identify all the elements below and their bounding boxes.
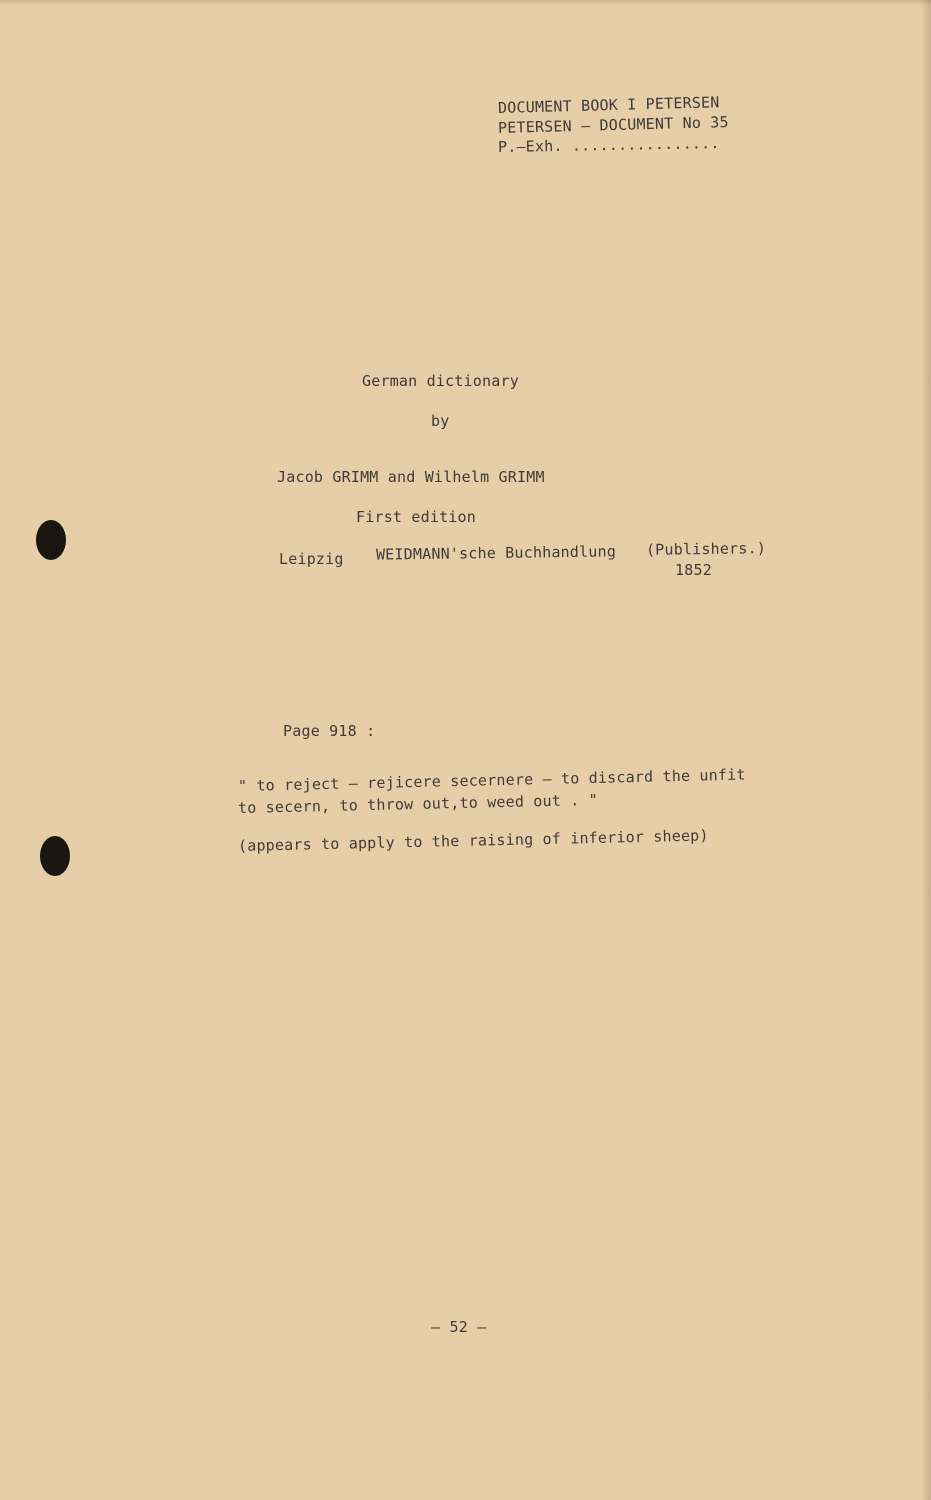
citation-by: by xyxy=(431,412,450,430)
header-book-line: DOCUMENT BOOK I PETERSEN xyxy=(497,93,720,118)
page-top-edge xyxy=(0,0,931,6)
citation-year: 1852 xyxy=(675,561,712,579)
citation-title: German dictionary xyxy=(362,372,519,390)
header-document-line: PETERSEN – DOCUMENT No 35 xyxy=(497,112,729,138)
page-number: – 52 – xyxy=(431,1318,487,1336)
page-right-edge xyxy=(921,0,931,1500)
citation-authors: Jacob GRIMM and Wilhelm GRIMM xyxy=(277,468,545,486)
punch-hole-top xyxy=(36,520,66,560)
header-exhibit-line: P.–Exh. ................ xyxy=(497,134,720,157)
excerpt-page-ref: Page 918 : xyxy=(283,722,376,740)
document-header xyxy=(498,95,729,155)
citation-publisher-note: (Publishers.) xyxy=(645,539,767,559)
excerpt-quote-line2: to secern, to throw out,to weed out . " xyxy=(237,790,599,817)
citation-publisher: WEIDMANN'sche Buchhandlung xyxy=(375,542,617,564)
excerpt-note: (appears to apply to the raising of inferior sheep) xyxy=(237,826,709,855)
citation-edition: First edition xyxy=(356,508,476,526)
citation-place: Leipzig xyxy=(279,550,344,568)
punch-hole-bottom xyxy=(40,836,70,876)
excerpt-quote-line1: " to reject – rejicere secernere – to discard the unfit xyxy=(237,765,746,795)
